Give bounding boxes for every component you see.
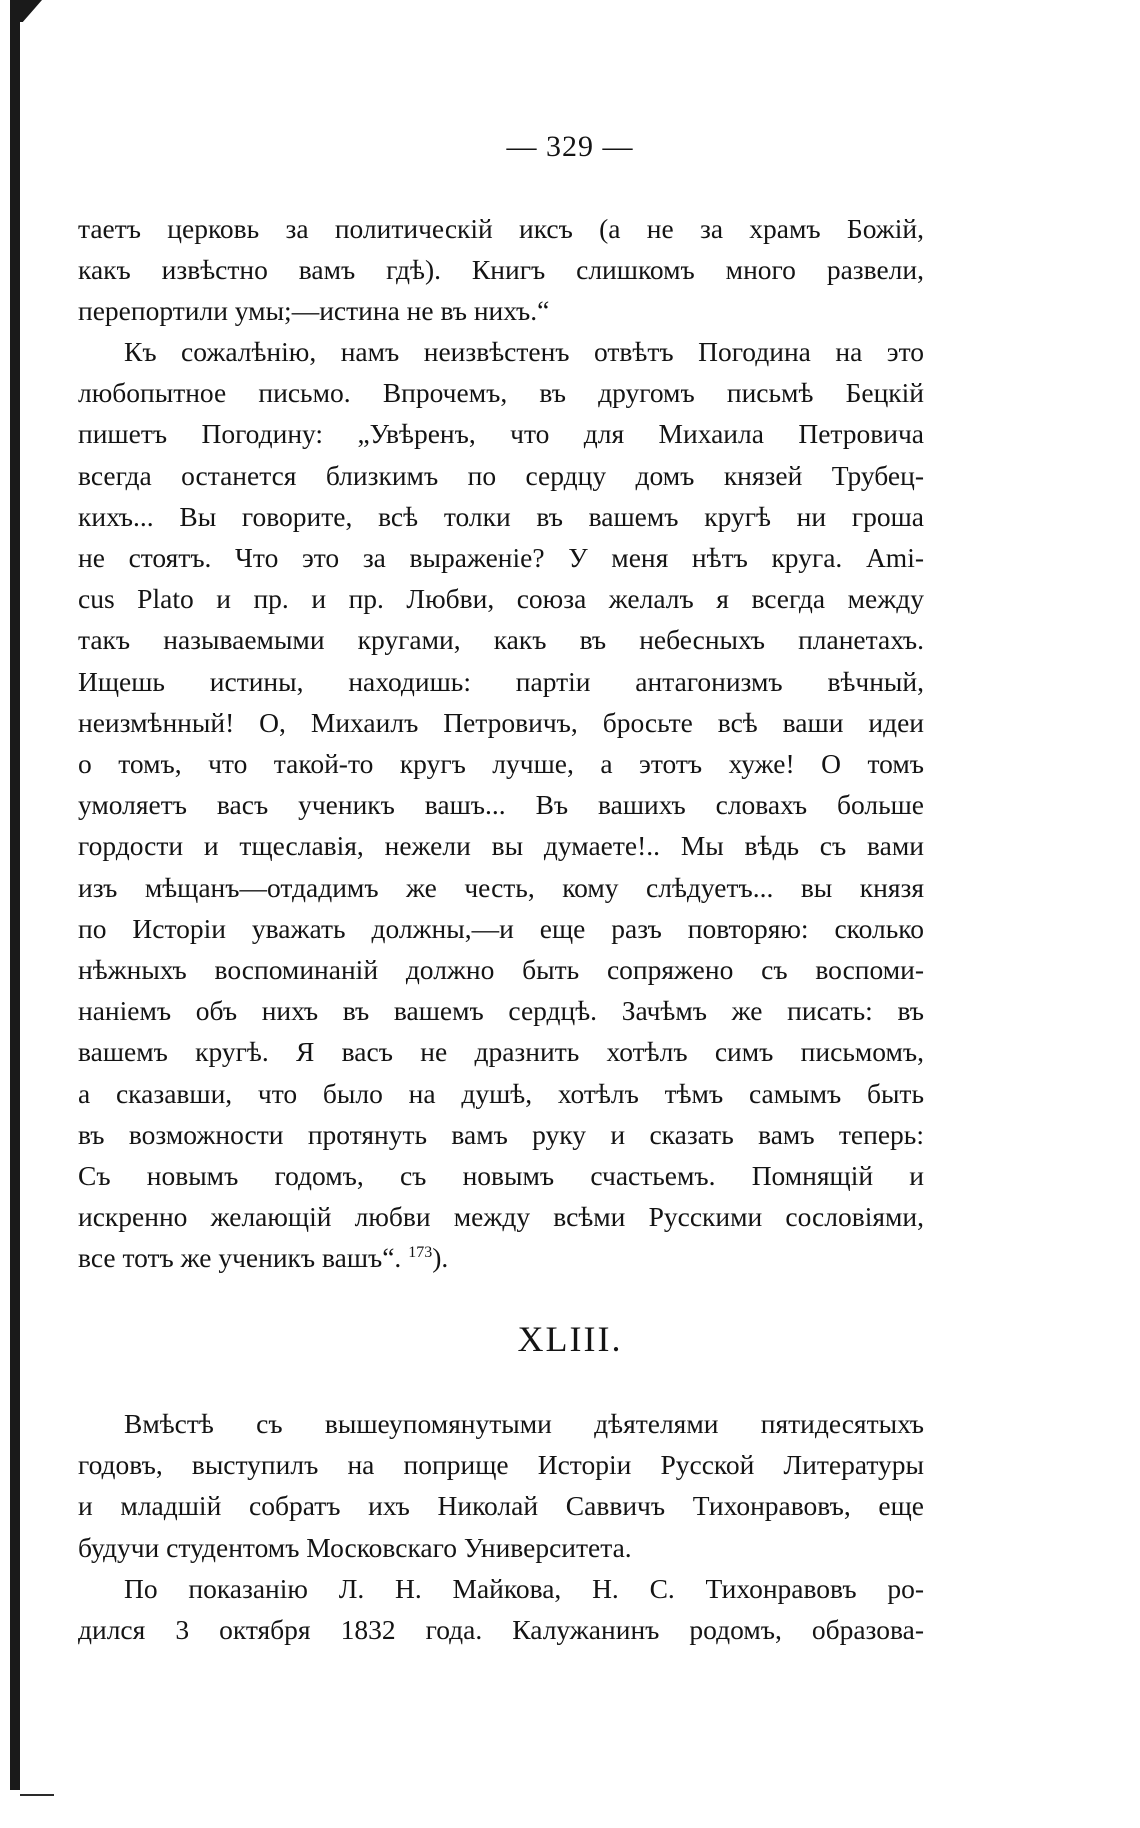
text-line: таетъ церковь за политическій иксъ (а не за храмъ Божій, <box>78 213 924 244</box>
paragraph-2 <box>78 331 924 1279</box>
page-number: — 329 — <box>506 130 634 163</box>
text-line: По показанію Л. Н. Майкова, Н. С. Тихонравовъ ро- <box>124 1573 924 1604</box>
text-line: Къ сожалѣнію, намъ неизвѣстенъ отвѣтъ Погодина на это <box>124 336 924 367</box>
text-line: перепортили умы;—истина не въ нихъ.“ <box>78 295 550 327</box>
text-line: изъ мѣщанъ—отдадимъ же честь, кому слѣдуетъ... вы князя <box>78 871 924 903</box>
paragraph-1 <box>78 208 924 332</box>
scan-corner-mark <box>10 0 42 22</box>
text-line: будучи студентомъ Московскаго Университета. <box>78 1531 632 1563</box>
text-line: нѣжныхъ воспоминаній должно быть сопряжено съ воспоми- <box>78 954 924 986</box>
text-line: Вмѣстѣ съ вышеупомянутыми дѣятелями пятидесятыхъ <box>124 1408 924 1439</box>
text-line: Ищешь истины, находишь: партіи антагонизмъ вѣчный, <box>78 665 924 697</box>
text-line: а сказавши, что было на душѣ, хотѣлъ тѣмъ самымъ быть <box>78 1077 924 1109</box>
scan-foot-mark <box>20 1794 54 1796</box>
footnote-reference[interactable]: 173 <box>408 1244 433 1262</box>
text-line: въ возможности протянуть вамъ руку и сказать вамъ теперь: <box>78 1118 924 1150</box>
text-line: умоляетъ васъ ученикъ вашъ... Въ вашихъ словахъ больше <box>78 789 924 821</box>
text-line: не стоятъ. Что это за выраженіе? У меня нѣтъ круга. Ami- <box>78 542 924 574</box>
text-line: по Исторіи уважать должны,—и еще разъ повторяю: сколько <box>78 912 924 944</box>
text-line: cus Plato и пр. и пр. Любви, союза желалъ я всегда между <box>78 583 924 615</box>
text-line: неизмѣнный! О, Михаилъ Петровичъ, бросьте всѣ ваши идеи <box>78 706 924 738</box>
text-line: дился 3 октября 1832 года. Калужанинъ родомъ, образова- <box>78 1614 924 1646</box>
text-line: вашемъ кругѣ. Я васъ не дразнить хотѣлъ симъ письмомъ, <box>78 1036 924 1068</box>
paragraph-4 <box>78 1568 924 1650</box>
section-heading: XLIII. <box>517 1319 623 1359</box>
text-line-final-body: все тотъ же ученикъ вашъ“. <box>78 1242 402 1274</box>
text-line: искренно желающій любви между всѣми Русскими сословіями, <box>78 1201 924 1233</box>
text-line-final <box>78 1237 924 1278</box>
text-line-closing: ). <box>432 1242 449 1274</box>
paragraph-3 <box>78 1403 924 1568</box>
text-line: и младшій собратъ ихъ Николай Саввичъ Тихонравовъ, еще <box>78 1490 924 1522</box>
text-line: такъ называемыми кругами, какъ въ небесныхъ планетахъ. <box>78 624 924 656</box>
text-line: о томъ, что такой-то кругъ лучше, а этотъ хуже! О томъ <box>78 748 924 780</box>
text-line: кихъ... Вы говорите, всѣ толки въ вашемъ кругѣ ни гроша <box>78 500 924 532</box>
text-line: гордости и тщеславія, нежели вы думаете!.. Мы вѣдь съ вами <box>78 830 924 862</box>
text-line: какъ извѣстно вамъ гдѣ). Книгъ слишкомъ много развели, <box>78 254 924 286</box>
text-line: всегда останется близкимъ по сердцу домъ князей Трубец- <box>78 459 924 491</box>
scan-binding-edge <box>10 0 20 1790</box>
text-line: наніемъ объ нихъ въ вашемъ сердцѣ. Зачѣмъ же писать: въ <box>78 995 924 1027</box>
text-line: любопытное письмо. Впрочемъ, въ другомъ письмѣ Бецкій <box>78 377 924 409</box>
text-line: пишетъ Погодину: „Увѣренъ, что для Михаила Петровича <box>78 418 924 450</box>
text-line: Съ новымъ годомъ, съ новымъ счастьемъ. Помнящій и <box>78 1160 924 1192</box>
text-line: годовъ, выступилъ на поприще Исторіи Русской Литературы <box>78 1449 924 1481</box>
